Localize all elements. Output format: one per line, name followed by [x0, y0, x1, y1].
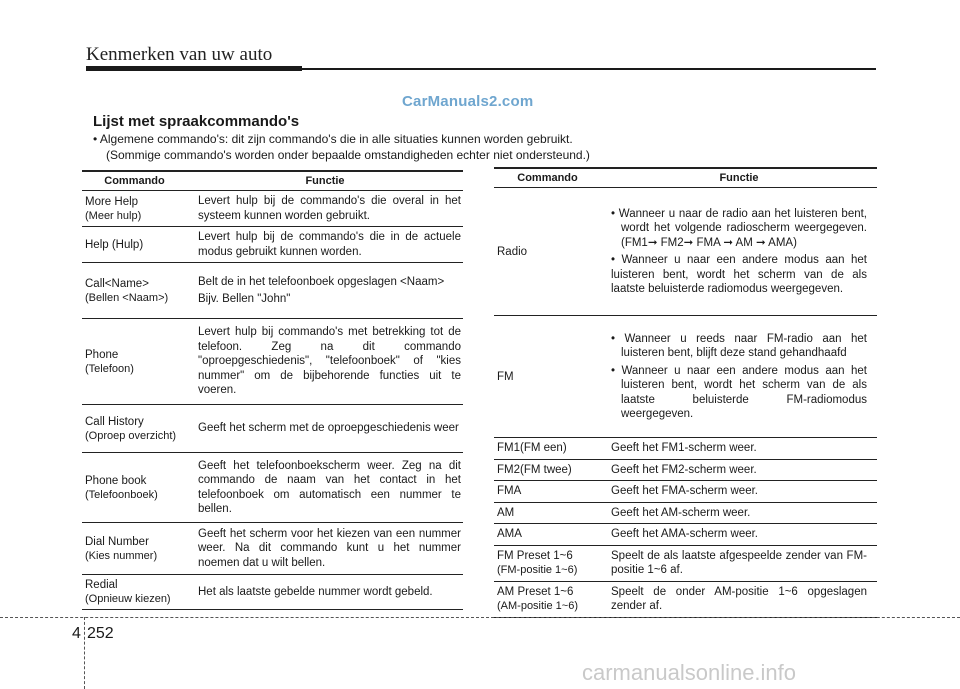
function-cell: Speelt de onder AM-positie 1~6 opgeslagen zender af.: [601, 581, 877, 617]
intro-line-1: • Algemene commando's: dit zijn commando's die in alle situaties kunnen worden gebruikt.: [93, 132, 573, 146]
function-cell: Geeft het AM-scherm weer.: [601, 502, 877, 524]
function-cell: Speelt de als laatste afgespeelde zender van FM-positie 1~6 af.: [601, 545, 877, 581]
column-header-function: Functie: [187, 171, 463, 191]
table-row: [82, 227, 463, 263]
command-cell: FM1(FM een): [494, 438, 601, 460]
command-cell: Radio: [494, 188, 601, 316]
function-bullet: • Wanneer u reeds naar FM-radio aan het luisteren bent, blijft deze stand gehandhaafd: [611, 332, 867, 359]
command-cell: Call History (Oproep overzicht): [82, 405, 187, 453]
chapter-number: 4: [72, 625, 81, 642]
voice-command-table-left: [82, 170, 463, 610]
function-cell: [601, 188, 877, 316]
command-cell: AM Preset 1~6 (AM-positie 1~6): [494, 581, 601, 617]
table-row: [82, 575, 463, 610]
table-row: [494, 524, 877, 546]
function-bullet: • Wanneer u naar een andere modus aan het luisteren bent, wordt het scherm van de als laatste beluisterde radiomodus weergegeven.: [611, 254, 867, 295]
table-row: [82, 405, 463, 453]
footer-rule: [0, 617, 960, 618]
function-cell: Geeft het telefoonboekscherm weer. Zeg na dit commando de naam van het contact in het telefoonboek om automatisch een nummer te bellen.: [187, 453, 463, 523]
command-cell: More Help (Meer hulp): [82, 191, 187, 227]
table-row: [494, 459, 877, 481]
header-bar: [86, 66, 302, 71]
section-title: Lijst met spraakcommando's: [93, 113, 300, 130]
table-row: [494, 316, 877, 438]
section-intro: [93, 131, 590, 163]
table-row: [82, 191, 463, 227]
function-cell: Levert hulp bij de commando's die in de actuele modus gebruikt kunnen worden.: [187, 227, 463, 263]
command-cell: FMA: [494, 481, 601, 503]
table-row: [494, 581, 877, 617]
table-row: [494, 545, 877, 581]
function-cell: Belt de in het telefoonboek opgeslagen <Naam> Bijv. Bellen "John": [187, 263, 463, 319]
watermark-top: CarManuals2.com: [402, 93, 534, 110]
voice-command-table-right: [494, 167, 877, 618]
function-cell: [601, 316, 877, 438]
intro-line-2: (Sommige commando's worden onder bepaalde omstandigheden echter niet ondersteund.): [106, 148, 590, 162]
function-cell: Geeft het FMA-scherm weer.: [601, 481, 877, 503]
table-row: [494, 481, 877, 503]
function-cell: Geeft het scherm voor het kiezen van een nummer weer. Na dit commando kunt u het nummer noemen dat u wilt bellen.: [187, 523, 463, 575]
function-cell: Levert hulp bij commando's met betrekking tot de telefoon. Zeg na dit commando "oproepgeschiedenis", "telefoonboek" of "kies nummer" om de bijbehorende functies uit te voeren.: [187, 319, 463, 405]
function-cell: Geeft het FM2-scherm weer.: [601, 459, 877, 481]
command-cell: Call<Name> (Bellen <Naam>): [82, 263, 187, 319]
function-cell: Het als laatste gebelde nummer wordt gebeld.: [187, 575, 463, 610]
table-row: [82, 523, 463, 575]
watermark-bottom: carmanualsonline.info: [582, 660, 797, 685]
command-cell: FM: [494, 316, 601, 438]
table-row: [82, 263, 463, 319]
table-row: [494, 502, 877, 524]
command-cell: Dial Number (Kies nummer): [82, 523, 187, 575]
command-cell: FM Preset 1~6 (FM-positie 1~6): [494, 545, 601, 581]
table-row: [82, 319, 463, 405]
command-cell: Redial (Opnieuw kiezen): [82, 575, 187, 610]
page-header-title: Kenmerken van uw auto: [86, 44, 273, 65]
column-header-command: Commando: [82, 171, 187, 191]
command-cell: Phone (Telefoon): [82, 319, 187, 405]
command-cell: Phone book (Telefoonboek): [82, 453, 187, 523]
function-cell: Levert hulp bij de commando's die overal in het systeem kunnen worden gebruikt.: [187, 191, 463, 227]
column-header-command: Commando: [494, 168, 601, 188]
footer-divider: [84, 617, 85, 689]
function-cell: Geeft het AMA-scherm weer.: [601, 524, 877, 546]
table-row: [494, 438, 877, 460]
column-header-function: Functie: [601, 168, 877, 188]
header-rule: [302, 68, 876, 70]
function-cell: Geeft het scherm met de oproepgeschiedenis weer: [187, 405, 463, 453]
table-row: [494, 188, 877, 316]
command-cell: AM: [494, 502, 601, 524]
function-bullet: • Wanneer u naar een andere modus aan het luisteren bent, wordt het scherm van de als laatste beluisterde FM-radiomodus weergegeven.: [611, 364, 867, 420]
function-cell: Geeft het FM1-scherm weer.: [601, 438, 877, 460]
table-row: [82, 453, 463, 523]
function-bullet: • Wanneer u naar de radio aan het luisteren bent, wordt het volgende radioscherm weergegeven. (FM1➞ FM2➞ FMA ➞ AM ➞ AMA): [611, 207, 867, 249]
command-cell: FM2(FM twee): [494, 459, 601, 481]
page-number: 252: [87, 625, 114, 642]
command-cell: AMA: [494, 524, 601, 546]
command-cell: Help (Hulp): [82, 227, 187, 263]
